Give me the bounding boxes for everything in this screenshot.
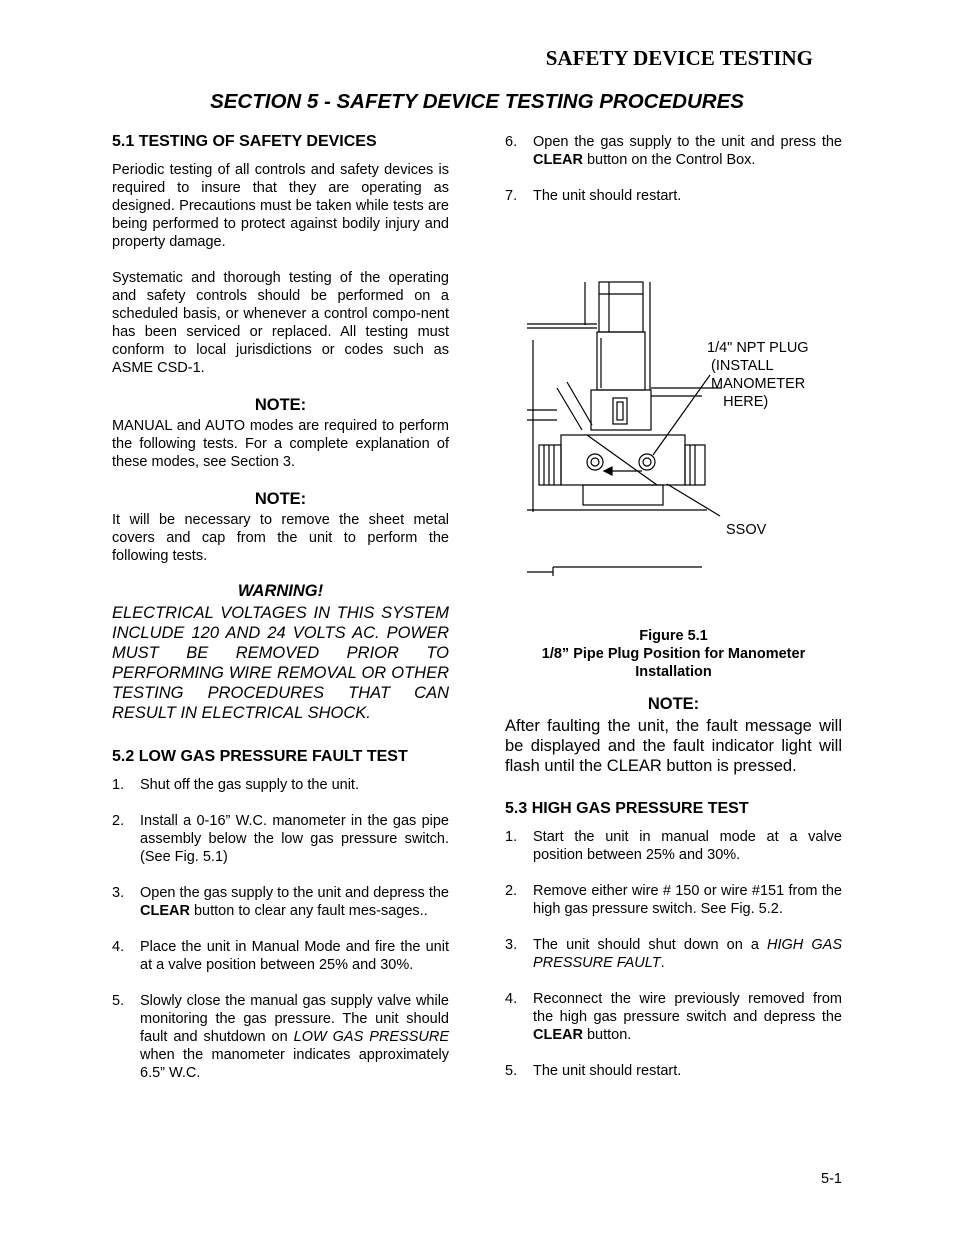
- list-item: 3. The unit should shut down on a HIGH GAS PRESSURE FAULT.: [505, 937, 842, 971]
- list-item: 7. The unit should restart.: [505, 188, 682, 204]
- section-5-3-heading: 5.3 HIGH GAS PRESSURE TEST: [505, 800, 749, 817]
- section-5-3-steps: [505, 828, 842, 1080]
- valve-body-diagonal: [587, 435, 657, 485]
- figure-caption: Figure 5.1 1/8” Pipe Plug Position for Manometer Installation: [541, 628, 806, 680]
- section-5-2-heading: 5.2 LOW GAS PRESSURE FAULT TEST: [112, 748, 408, 765]
- list-item: 3. Open the gas supply to the unit and depress the CLEAR button to clear any fault mes-sages..: [112, 885, 449, 919]
- list-item: 1. Start the unit in manual mode at a valve position between 25% and 30%.: [505, 829, 842, 863]
- section-title: SECTION 5 - SAFETY DEVICE TESTING PROCEDURES: [210, 90, 744, 113]
- valve-base: [583, 485, 663, 505]
- actuator-lower: [597, 332, 645, 390]
- actuator-body: [599, 282, 643, 332]
- list-item: 2. Remove either wire # 150 or wire #151 from the high gas pressure switch. See Fig. 5.2.: [505, 883, 842, 917]
- plug-fitting-inner: [591, 458, 599, 466]
- note-1-text: MANUAL and AUTO modes are required to perform the following tests. For a complete explanation of these modes, see Section 3.: [112, 418, 449, 470]
- list-item: 2. Install a 0-16” W.C. manometer in the gas pipe assembly below the low gas pressure switch. (See Fig. 5.1): [112, 813, 449, 865]
- left-column: [112, 133, 449, 1082]
- note-3-text: After faulting the unit, the fault message will be displayed and the fault indicator light will flash until the CLEAR button is pressed.: [505, 717, 842, 775]
- page-number: 5-1: [821, 1171, 842, 1187]
- npt-plug-inner: [643, 458, 651, 466]
- list-item: 4. Reconnect the wire previously removed from the high gas pressure switch and depress the CLEAR button.: [505, 991, 842, 1043]
- ssov-leader-line: [667, 484, 720, 516]
- warning-heading: WARNING!: [237, 582, 324, 600]
- note-3-heading: NOTE:: [647, 695, 700, 713]
- plug-leader-line: [653, 375, 710, 455]
- section-5-2-steps: [112, 776, 449, 1082]
- note-2-heading: NOTE:: [254, 490, 307, 508]
- list-item: 5. The unit should restart.: [505, 1063, 682, 1079]
- left-union: [539, 445, 561, 485]
- ssov-valve-figure: [527, 280, 847, 580]
- section-5-1-paragraph-1: Periodic testing of all controls and safety devices is required to insure that they are operating as designed. Precautions must be taken while tests are being performed to protect against bodily injury and property damage.: [112, 162, 449, 250]
- note-1-heading: NOTE:: [254, 396, 307, 414]
- section-5-1-heading: 5.1 TESTING OF SAFETY DEVICES: [112, 133, 377, 150]
- page-header: SAFETY DEVICE TESTING: [545, 46, 813, 70]
- section-5-1-paragraph-2: Systematic and thorough testing of the operating and safety controls should be performed on a scheduled basis, or whenever a control compo-nent has been serviced or replaced. All testing must conform to local jurisdictions or codes such as ASME CSD-1.: [112, 270, 449, 376]
- list-item: 4. Place the unit in Manual Mode and fire the unit at a valve position between 25% and 30%.: [112, 939, 449, 973]
- npt-plug-callout: 1/4" NPT PLUG (INSTALL MANOMETER HERE): [707, 340, 809, 410]
- flow-arrow-head: [604, 467, 612, 475]
- diagonal-stem: [567, 382, 592, 425]
- warning-text: ELECTRICAL VOLTAGES IN THIS SYSTEM INCLUDE 120 AND 24 VOLTS AC. POWER MUST BE REMOVED PRIOR TO PERFORMING WIRE REMOVAL OR OTHER TESTING PROCEDURES THAT CAN RESULT IN ELECTRICAL SHOCK.: [112, 604, 449, 722]
- indicator-slot: [617, 402, 623, 420]
- diagonal-stem: [557, 388, 582, 430]
- npt-plug: [639, 454, 655, 470]
- list-item: 6. Open the gas supply to the unit and press the CLEAR button on the Control Box.: [505, 134, 842, 168]
- note-2-text: It will be necessary to remove the sheet metal covers and cap from the unit to perform the following tests.: [112, 512, 449, 564]
- right-column-bottom: [505, 694, 842, 1080]
- ssov-callout: SSOV: [726, 522, 767, 538]
- plug-fitting: [587, 454, 603, 470]
- right-column-top: [505, 133, 842, 205]
- list-item: 1. Shut off the gas supply to the unit.: [112, 777, 359, 793]
- list-item: 5. Slowly close the manual gas supply valve while monitoring the gas pressure. The unit should fault and shutdown on LOW GAS PRESSURE when the manometer indicates approximately 6.5” W.C.: [112, 993, 449, 1081]
- section-5-2-steps-continued: [505, 133, 842, 205]
